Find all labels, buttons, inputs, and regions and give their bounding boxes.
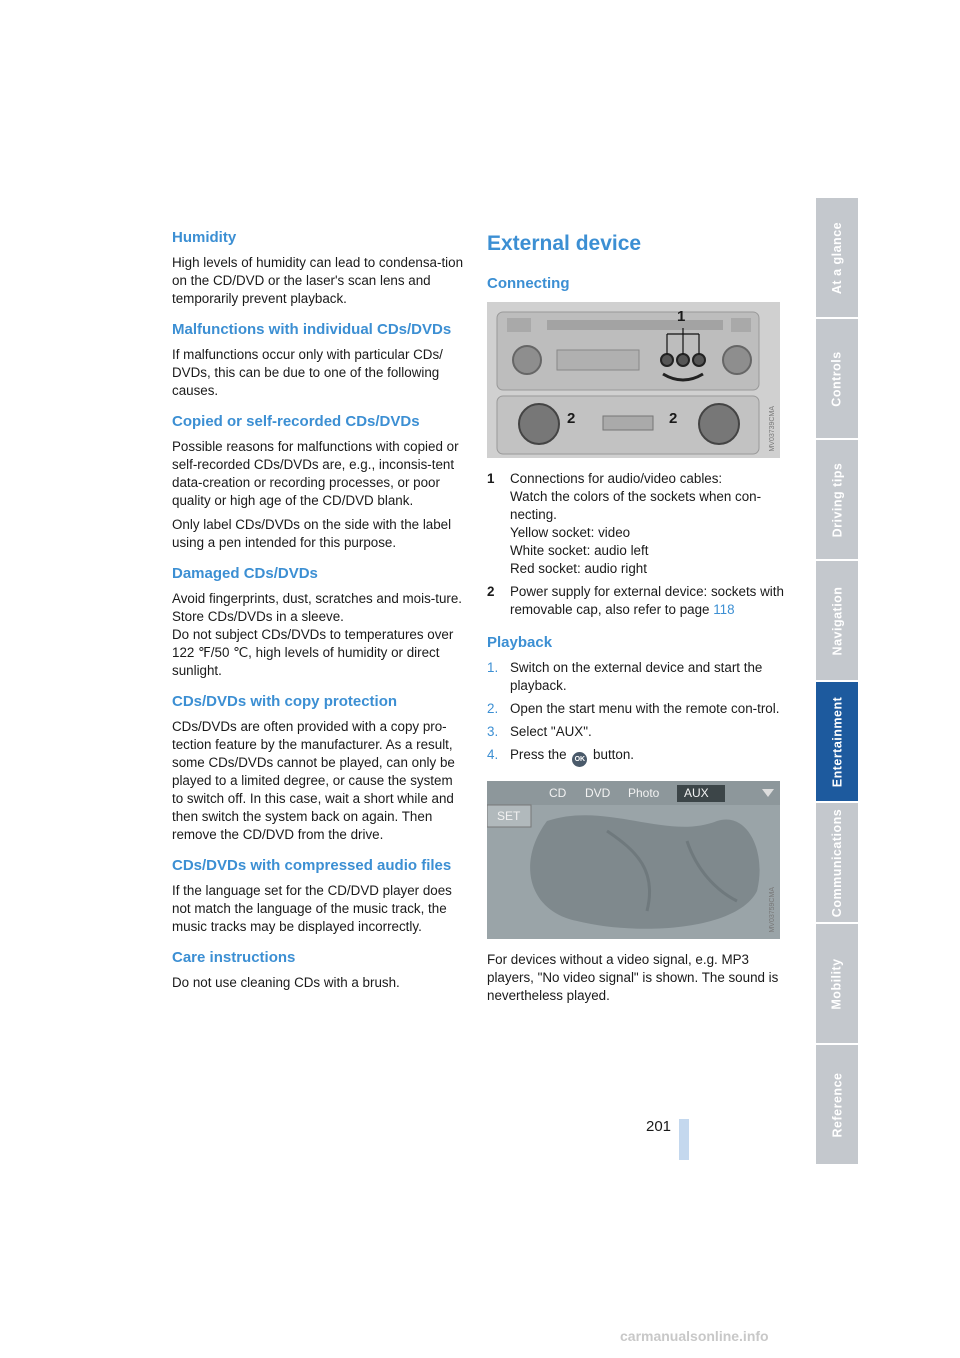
footer-watermark: carmanualsonline.info	[620, 1328, 769, 1344]
paragraph: Do not subject CDs/DVDs to temperatures over 122 ℉/50 ℃, high levels of humidity or direct sunlight.	[172, 627, 454, 678]
left-column	[172, 228, 464, 1004]
legend-line: Connections for audio/video cables:	[510, 471, 723, 486]
paragraph: If malfunctions occur only with particular CDs/ DVDs, this can be due to one of the following causes.	[172, 347, 443, 398]
page-ref-link[interactable]: 118	[713, 602, 735, 617]
tab-label: Reference	[830, 1072, 845, 1137]
sidebar-tab-communications[interactable]	[816, 803, 858, 922]
connection-legend	[487, 470, 787, 619]
legend-line: Yellow socket: video	[510, 525, 631, 540]
sidebar-tab-mobility[interactable]	[816, 924, 858, 1043]
legend-item	[487, 583, 787, 619]
step-text: button.	[593, 747, 634, 762]
aux-screen-drawing	[487, 781, 780, 939]
legend-text: Power supply for external device: sockets with removable cap, also refer to page	[510, 584, 784, 617]
legend-line: Red socket: audio right	[510, 561, 647, 576]
step-item	[487, 746, 787, 767]
step-item	[487, 659, 787, 695]
callout-1: 1	[677, 308, 686, 325]
paragraph: Do not use cleaning CDs with a brush.	[172, 975, 400, 990]
step-item	[487, 700, 787, 718]
section-care	[172, 948, 464, 992]
tab-label: Mobility	[830, 957, 844, 1010]
console-illustration	[487, 302, 780, 458]
page-marker-bar	[679, 1119, 689, 1160]
sidebar-tab-navigation[interactable]	[816, 561, 858, 680]
paragraph: Avoid fingerprints, dust, scratches and mois-ture.	[172, 591, 463, 606]
legend-number: 2	[487, 584, 495, 599]
right-column	[487, 228, 787, 1011]
legend-item	[487, 470, 787, 578]
tab-label: Communications	[830, 808, 844, 917]
step-number: 3.	[487, 724, 499, 739]
sidebar-tab-controls[interactable]	[816, 319, 858, 438]
figure-code: MV03739CMA	[769, 406, 776, 452]
sidebar-tab-reference[interactable]	[816, 1045, 858, 1164]
callout-2b: 2	[669, 410, 678, 427]
playback-note: For devices without a video signal, e.g. MP3 players, "No video signal" is shown. The sound is nevertheless played.	[487, 952, 779, 1003]
screen-tab-aux[interactable]: AUX	[684, 786, 709, 800]
paragraph: Possible reasons for malfunctions with copied or self-recorded CDs/DVDs are, e.g., inconsis-tent data-creation or recording processes, or poor quality or high age of the CD/DVD blank.	[172, 439, 459, 508]
section-copy-protection	[172, 692, 464, 844]
section-malfunctions	[172, 320, 464, 400]
screen-tab-cd[interactable]: CD	[549, 786, 567, 800]
section-compressed	[172, 856, 464, 936]
tab-label: Entertainment	[830, 696, 845, 787]
paragraph: Store CDs/DVDs in a sleeve.	[172, 609, 344, 624]
sidebar-tab-at-a-glance[interactable]	[816, 198, 858, 317]
step-text: Select "AUX".	[510, 724, 592, 739]
step-number: 4.	[487, 747, 499, 762]
heading-playback: Playback	[487, 634, 553, 651]
step-text: Press the	[510, 747, 567, 762]
heading-connecting: Connecting	[487, 275, 570, 292]
tab-label: Navigation	[830, 586, 844, 655]
heading-care: Care instructions	[172, 949, 296, 966]
step-text: Open the start menu with the remote con-trol.	[510, 701, 780, 716]
paragraph: High levels of humidity can lead to condensa-tion on the CD/DVD or the laser's scan lens and temporarily prevent playback.	[172, 255, 464, 306]
step-text: Switch on the external device and start the playback.	[510, 660, 763, 693]
tab-label: At a glance	[830, 221, 844, 294]
chapter-sidebar	[816, 198, 858, 1166]
console-drawing	[487, 302, 780, 458]
playback-steps	[487, 659, 787, 767]
screen-tab-photo[interactable]: Photo	[628, 786, 660, 800]
legend-line: Watch the colors of the sockets when con-necting.	[510, 489, 762, 522]
sidebar-tab-entertainment[interactable]	[816, 682, 858, 801]
screen-tab-dvd[interactable]: DVD	[585, 786, 611, 800]
sidebar-tab-driving-tips[interactable]	[816, 440, 858, 559]
page-title: External device	[487, 232, 642, 255]
ok-button-icon: OK	[572, 752, 587, 767]
heading-copied: Copied or self-recorded CDs/DVDs	[172, 413, 420, 430]
callout-2a: 2	[567, 410, 576, 427]
screen-set-button[interactable]: SET	[497, 809, 521, 823]
section-copied	[172, 412, 464, 552]
aux-screen-illustration	[487, 781, 780, 939]
heading-compressed: CDs/DVDs with compressed audio files	[172, 857, 452, 874]
legend-line: White socket: audio left	[510, 543, 649, 558]
paragraph: CDs/DVDs are often provided with a copy pro-tection feature by the manufacturer. As a result, some CDs/DVDs cannot be played, can only be played to a limited degree, or cause the system to switch off. In this case, wait a short while and then switch the system back on again. Then remove the CD/DVD from the drive.	[172, 719, 455, 842]
heading-humidity: Humidity	[172, 229, 237, 246]
section-humidity	[172, 228, 464, 308]
page-number: 201	[646, 1118, 672, 1135]
heading-copy-protection: CDs/DVDs with copy protection	[172, 693, 398, 710]
step-number: 1.	[487, 660, 499, 675]
step-number: 2.	[487, 701, 499, 716]
tab-label: Driving tips	[830, 462, 845, 537]
heading-damaged: Damaged CDs/DVDs	[172, 565, 318, 582]
figure-code: MV03759CMA	[769, 887, 776, 933]
paragraph: If the language set for the CD/DVD player does not match the language of the music track, the music tracks may be displayed incorrectly.	[172, 883, 452, 934]
paragraph: Only label CDs/DVDs on the side with the label using a pen intended for this purpose.	[172, 517, 452, 550]
heading-malfunctions: Malfunctions with individual CDs/DVDs	[172, 321, 452, 338]
section-damaged	[172, 564, 464, 680]
tab-label: Controls	[830, 350, 845, 407]
legend-number: 1	[487, 471, 495, 486]
step-item	[487, 723, 787, 741]
